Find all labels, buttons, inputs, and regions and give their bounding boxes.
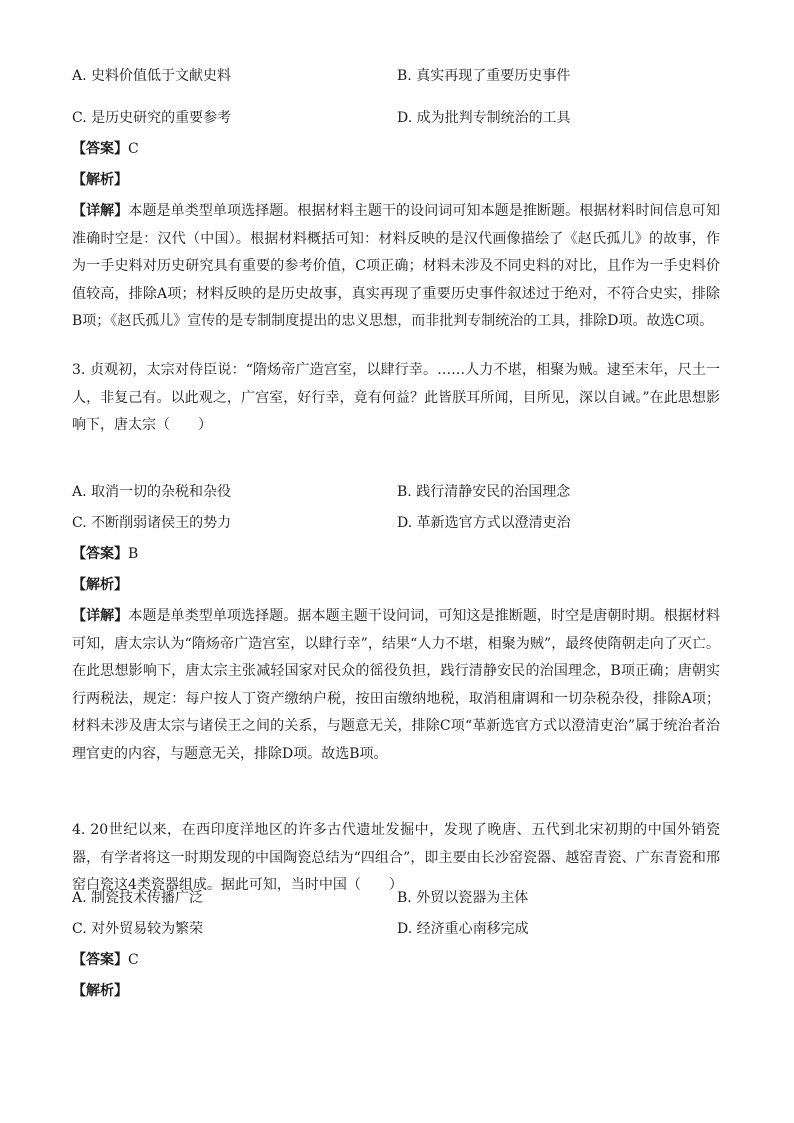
q3-answer-label: 【答案】 bbox=[72, 546, 128, 562]
q3-analysis-label: 【解析】 bbox=[72, 577, 128, 593]
q4-analysis-line bbox=[72, 981, 128, 1001]
q3-detail-text: 本题是单类型单项选择题。据本题主题干设问词，可知这是推断题，时空是唐朝时期。根据材料可知，唐太宗认为“隋炀帝广造宫室，以肆行幸”，结果“人力不堪，相聚为贼”，最终使隋朝走向了灭亡。在此思想影响下，唐太宗主张减轻国家对民众的徭役负担，践行清静安民的治国理念，B项正确；唐朝实行两税法，规定：每户按人丁资产缴纳户税，按田亩缴纳地税，取消租庸调和一切杂税杂役，排除A项；材料未涉及唐太宗与诸侯王之间的关系，与题意无关，排除C项“革新选官方式以澄清吏治”属于统治者治理官吏的内容，与题意无关，排除D项。故选B项。 bbox=[72, 608, 721, 762]
q3-detail-paragraph bbox=[72, 603, 720, 768]
q2-option-a: A. 史料价值低于文献史料 bbox=[72, 68, 232, 84]
q4-answer-value: C bbox=[128, 952, 139, 968]
q2-detail-text: 本题是单类型单项选择题。根据材料主题干的设问词可知本题是推断题。根据材料时间信息可知准确时空是：汉代（中国）。根据材料概括可知：材料反映的是汉代画像描绘了《赵氏孤儿》的故事，作为一手史料对历史研究具有重要的参考价值，C项正确；材料未涉及不同史料的对比，且作为一手史料价值较高，排除A项；材料反映的是历史故事，真实再现了重要历史事件叙述过于绝对，不符合史实，排除B项；《赵氏孤儿》宣传的是专制制度提出的忠义思想，而非批判专制统治的工具，排除D项。故选C项。 bbox=[72, 203, 721, 329]
q2-detail-paragraph bbox=[72, 198, 720, 336]
q3-answer-value: B bbox=[128, 546, 139, 562]
q2-detail-label: 【详解】 bbox=[72, 203, 129, 219]
q3-option-a: A. 取消一切的杂税和杂役 bbox=[72, 484, 232, 500]
q2-analysis-label: 【解析】 bbox=[72, 172, 128, 188]
q4-analysis-label: 【解析】 bbox=[72, 983, 128, 999]
q4-answer-line bbox=[72, 950, 139, 970]
q2-answer-line bbox=[72, 139, 139, 159]
q4-answer-label: 【答案】 bbox=[72, 952, 128, 968]
q2-answer-label: 【答案】 bbox=[72, 141, 128, 157]
q3-detail-label: 【详解】 bbox=[72, 608, 129, 624]
q3-option-c: C. 不断削弱诸侯王的势力 bbox=[72, 515, 232, 531]
q4-stem: 4. 20世纪以来，在西印度洋地区的许多古代遗址发掘中，发现了晚唐、五代到北宋初期的中国外销瓷器，有学者将这一时期发现的中国陶瓷总结为“四组合”，即主要由长沙窑瓷器、越窑青瓷、广东青瓷和邢窑白瓷这4类瓷器组成。据此可知，当时中国（ ） bbox=[72, 822, 720, 893]
q3-option-b: B. 践行清静安民的治国理念 bbox=[397, 484, 571, 500]
q3-option-d: D. 革新选官方式以澄清吏治 bbox=[397, 515, 571, 531]
q4-option-c: C. 对外贸易较为繁荣 bbox=[72, 921, 204, 937]
q3-stem: 3. 贞观初，太宗对侍臣说：“隋炀帝广造宫室，以肆行幸。……人力不堪，相聚为贼。逮至末年，尺土一人，非复己有。以此观之，广宫室，好行幸，竟有何益？此皆朕耳所闻，目所见，深以自诫。”在此思想影响下，唐太宗（ ） bbox=[72, 362, 720, 433]
q4-option-a: A. 制瓷技术传播广泛 bbox=[72, 890, 204, 906]
q2-option-c: C. 是历史研究的重要参考 bbox=[72, 110, 232, 126]
q2-analysis-line bbox=[72, 170, 128, 190]
q2-option-b: B. 真实再现了重要历史事件 bbox=[397, 68, 571, 84]
q4-option-b: B. 外贸以瓷器为主体 bbox=[397, 890, 529, 906]
q2-answer-value: C bbox=[128, 141, 139, 157]
q4-option-d: D. 经济重心南移完成 bbox=[397, 921, 529, 937]
q2-option-d: D. 成为批判专制统治的工具 bbox=[397, 110, 571, 126]
q3-answer-line bbox=[72, 544, 138, 564]
q3-analysis-line bbox=[72, 575, 128, 595]
